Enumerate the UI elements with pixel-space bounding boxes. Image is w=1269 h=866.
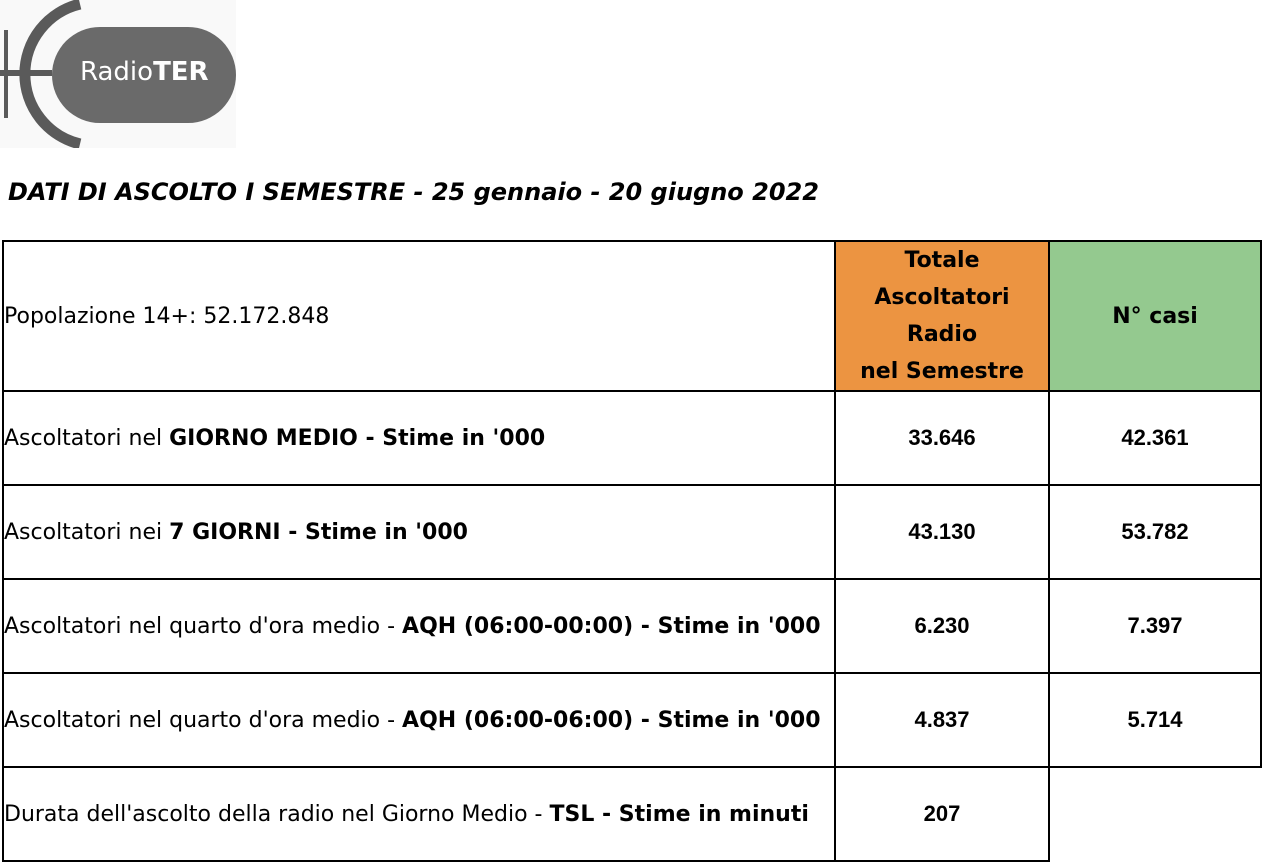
row-total-value: 43.130 — [835, 485, 1049, 579]
header-total-line1: Totale — [904, 248, 980, 273]
table-row — [3, 485, 1261, 579]
table-row — [3, 391, 1261, 485]
empty-cell — [1049, 767, 1261, 861]
row-label: Ascoltatori nel quarto d'ora medio - AQH (06:00-06:00) - Stime in '000 — [3, 673, 835, 767]
listening-data-table — [2, 240, 1262, 862]
row-cases-value: 7.397 — [1049, 579, 1261, 673]
row-total-value: 33.646 — [835, 391, 1049, 485]
header-total-line3: nel Semestre — [860, 359, 1024, 384]
row-label: Ascoltatori nei 7 GIORNI - Stime in '000 — [3, 485, 835, 579]
row-cases-value: 5.714 — [1049, 673, 1261, 767]
population-label: Popolazione 14+: 52.172.848 — [3, 241, 835, 391]
row-total-value: 4.837 — [835, 673, 1049, 767]
table-row — [3, 767, 1261, 861]
radioter-logo — [0, 0, 236, 148]
row-cases-value: 42.361 — [1049, 391, 1261, 485]
header-total-line2: Ascoltatori Radio — [874, 285, 1010, 347]
row-label: Ascoltatori nel GIORNO MEDIO - Stime in '000 — [3, 391, 835, 485]
row-label: Durata dell'ascolto della radio nel Giorno Medio - TSL - Stime in minuti — [3, 767, 835, 861]
row-total-value: 6.230 — [835, 579, 1049, 673]
row-cases-value: 53.782 — [1049, 485, 1261, 579]
row-label: Ascoltatori nel quarto d'ora medio - AQH (06:00-00:00) - Stime in '000 — [3, 579, 835, 673]
table-header-row — [3, 241, 1261, 391]
page-title: DATI DI ASCOLTO I SEMESTRE - 25 gennaio - 20 giugno 2022 — [8, 178, 819, 206]
row-total-value: 207 — [835, 767, 1049, 861]
header-cases: N° casi — [1049, 241, 1261, 391]
header-total-listeners — [835, 241, 1049, 391]
table-row — [3, 579, 1261, 673]
table-row — [3, 673, 1261, 767]
logo-text: RadioTER — [80, 57, 209, 87]
